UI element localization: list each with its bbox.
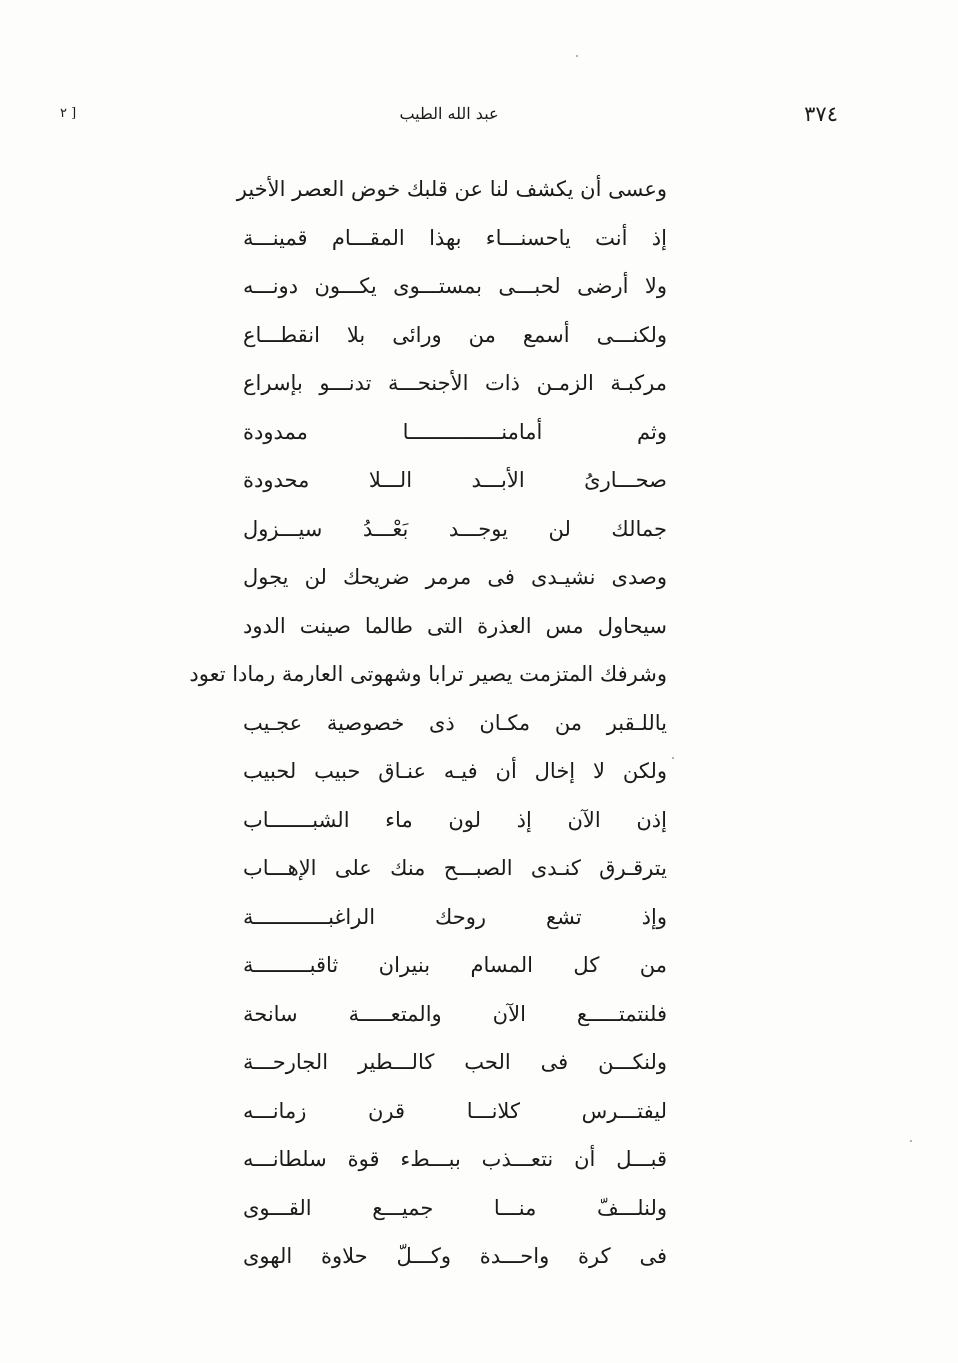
poem-line: من كل المسام بنيران ثاقبـــــــــة: [243, 953, 667, 977]
poem-line: مركبـة الزمـن ذات الأجنحـــة تدنـــو بإسراع: [243, 371, 667, 395]
poem-line: وشرفك المتزمت يصير ترابا وشهوتى العارمة رمادا تعود: [189, 662, 667, 686]
poem-line: إذن الآن إذ لون ماء الشبـــــــاب: [243, 807, 667, 832]
poem-line: ولا أرضى لحبـــى بمستـــوى يكـــون دونـــه: [243, 274, 667, 298]
poem-line: وثم أمامنـــــــــــــــا ممدودة: [243, 419, 667, 444]
poem-line: يترقـرق كنـدى الصبـــح منك على الإهـــاب: [243, 856, 667, 880]
poem-line: فلنتمتـــــع الآن والمتعـــــة سانحة: [243, 1001, 667, 1026]
poem-line: جمالك لن يوجـــد بَعْـــدُ سيـــزول: [243, 516, 667, 541]
poem-line: قبـــل أن نتعـــذب ببـــطء قوة سلطانـــه: [243, 1147, 667, 1171]
margin-mark: [ ٢: [60, 106, 77, 121]
poem-line: ولكن لا إخال أن فيـه عنـاق حبيب لحبيب: [243, 759, 667, 783]
poem-line: ولكنـــى أسمع من ورائى بلا انقطـــاع: [243, 322, 667, 347]
scan-speck: [576, 55, 578, 57]
poem-line: إذ أنت ياحسنـــاء بهذا المقـــام قمينـــة: [243, 225, 667, 250]
poem-text: [189, 165, 667, 1281]
page-header: [60, 102, 838, 132]
poem-line: فى كرة واحـــدة وكـــلّ حلاوة الهوى: [243, 1244, 667, 1268]
poem-line: ياللـقبر من مكـان ذى خصوصية عجـيب: [243, 710, 667, 735]
poem-line: ليفتـــرس كلانـــا قرن زمانـــه: [243, 1098, 667, 1123]
page-number: ٣٧٤: [804, 102, 838, 126]
poem-line: سيحاول مس العذرة التى طالما صينت الدود: [243, 613, 667, 638]
poem-line: صحـــارىُ الأبـــد الـــلا محدودة: [243, 468, 667, 492]
poem-line: ولنلـــفّ منـــا جميـــع القـــوى: [243, 1195, 667, 1220]
running-head: عبد الله الطيب: [399, 104, 499, 123]
poem-line: وصدى نشيـدى فى مرمر ضريحك لن يجول: [243, 565, 667, 589]
poem-line: ولنكـــن فى الحب كالـــطير الجارحـــة: [243, 1050, 667, 1074]
poem-line: وإذ تشع روحك الراغبــــــــــــة: [243, 904, 667, 929]
poem-line: وعسى أن يكشف لنا عن قلبك خوض العصر الأخير: [236, 177, 667, 201]
scan-speck: [910, 1140, 912, 1142]
scan-speck: [672, 757, 674, 759]
